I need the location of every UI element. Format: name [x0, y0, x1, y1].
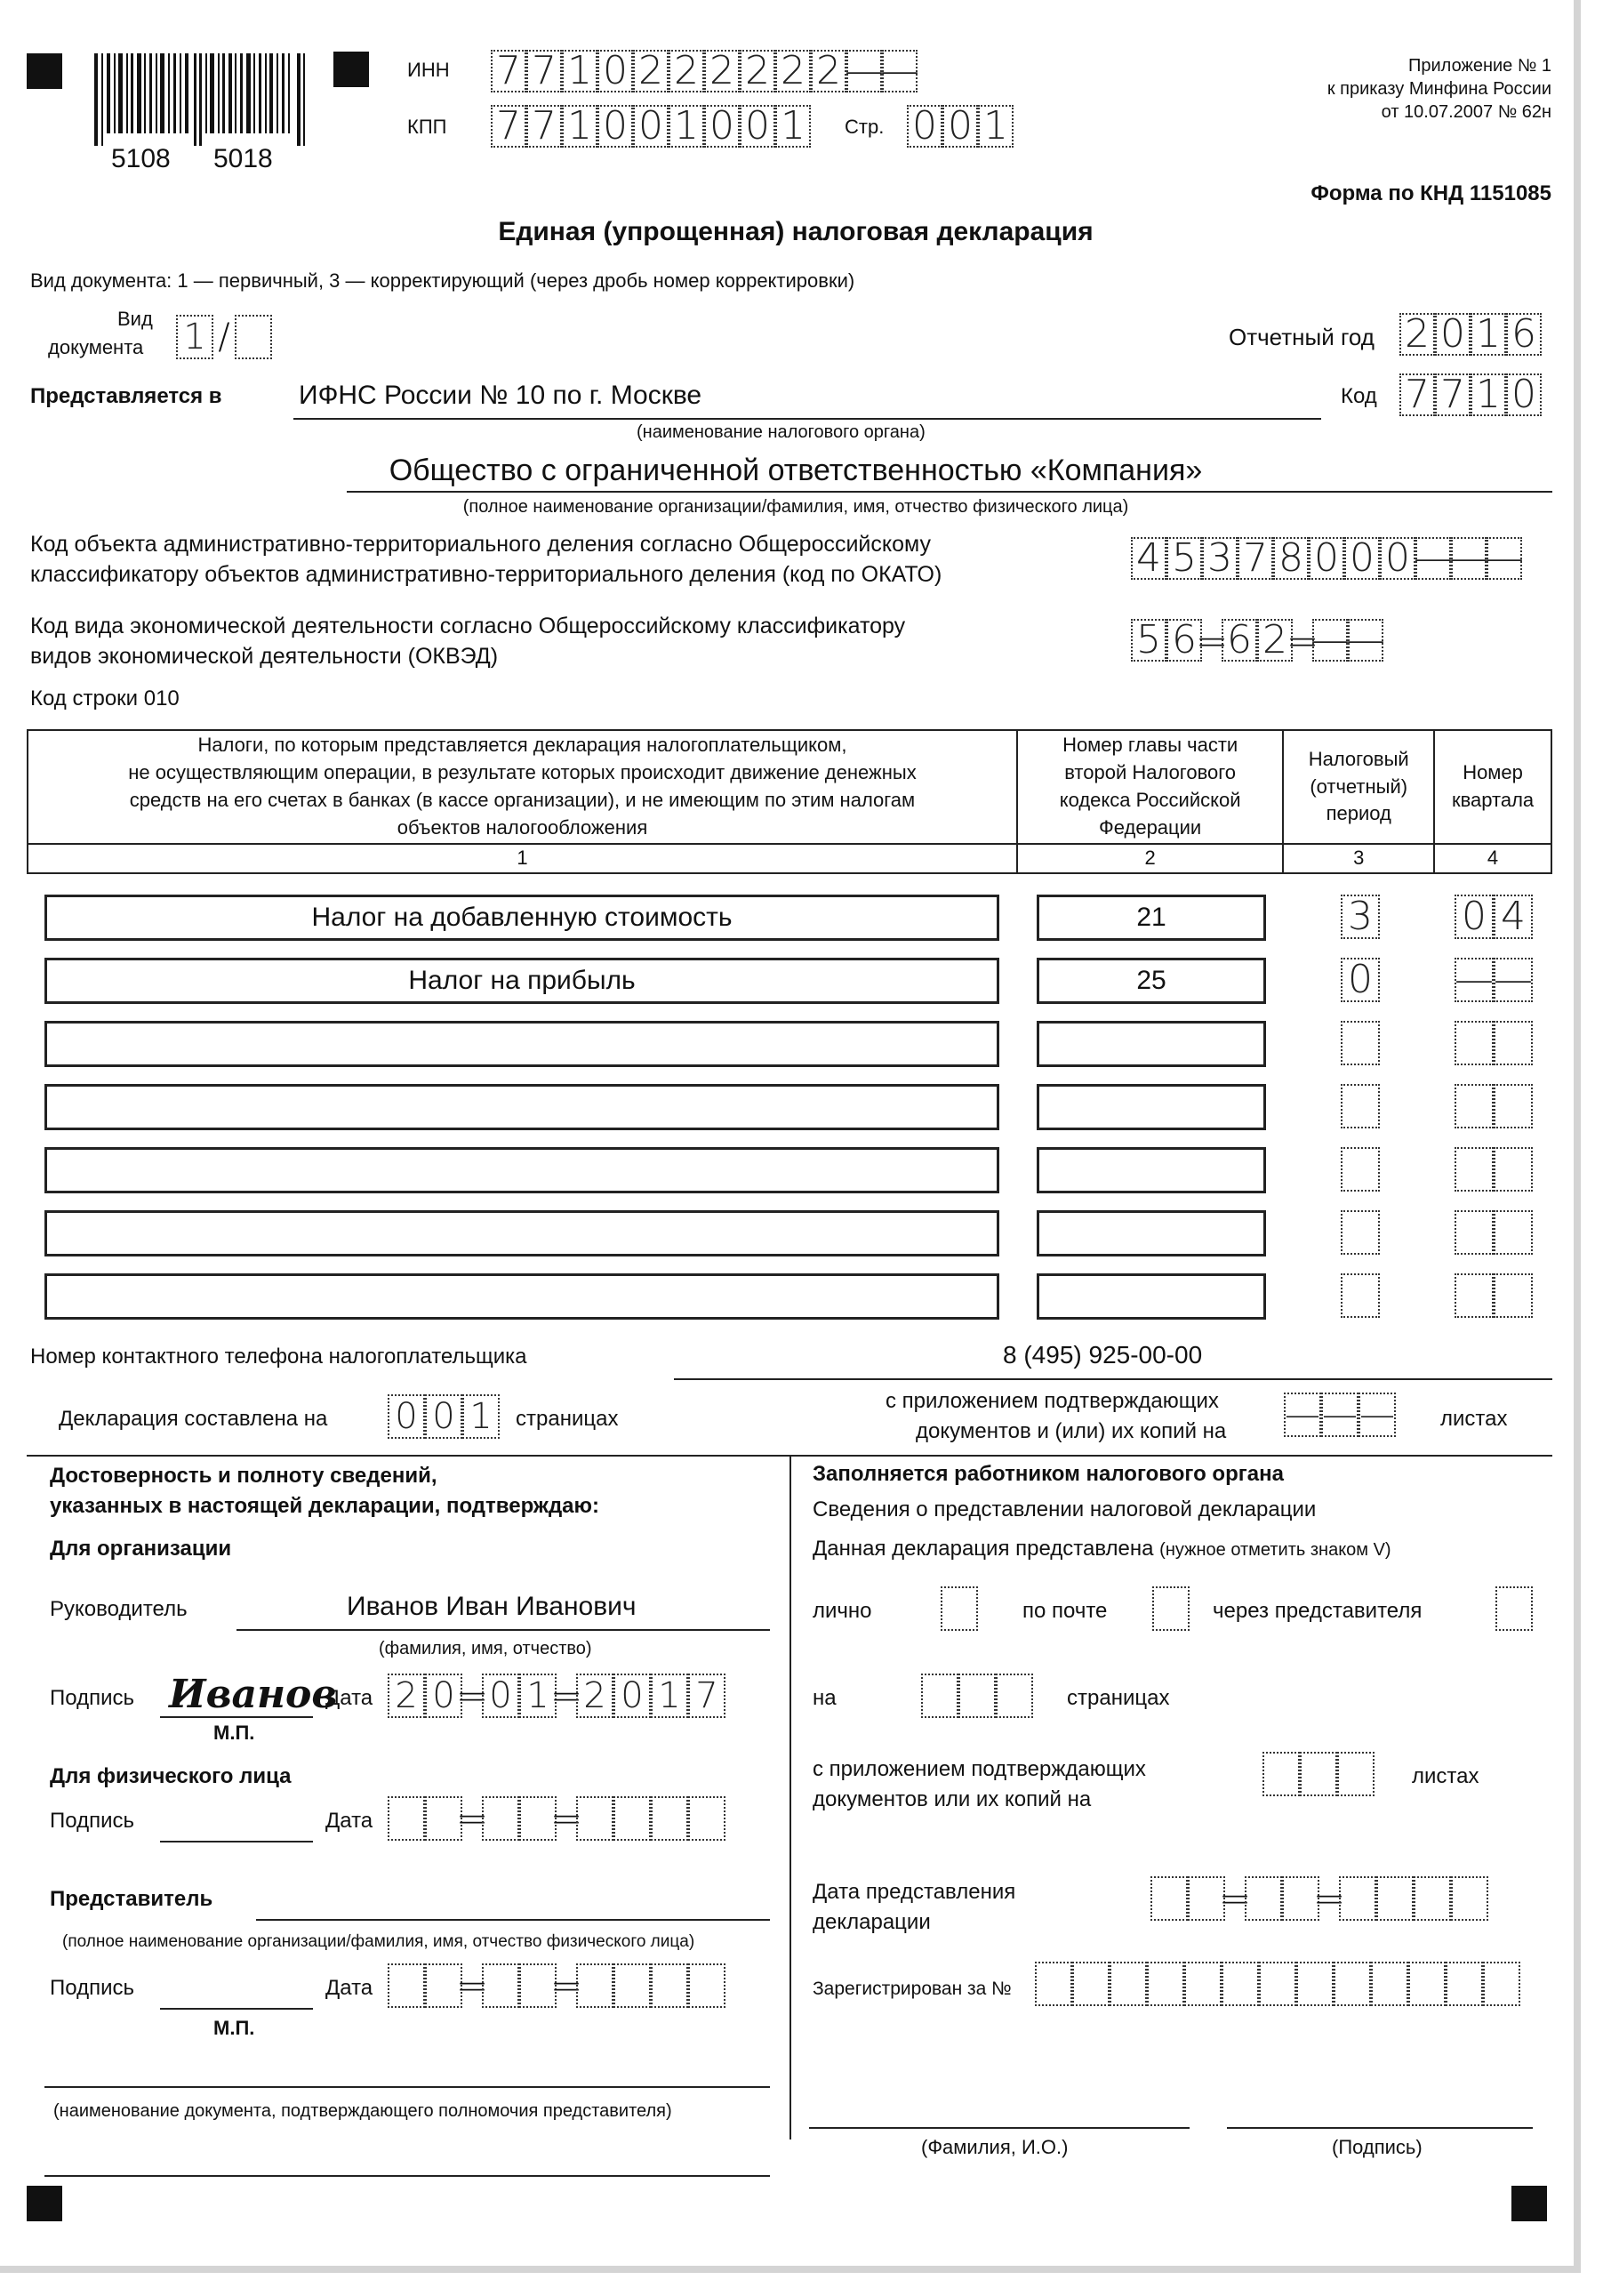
individual-signature-label: Подпись [50, 1809, 134, 1833]
inn-cell: 2 [704, 50, 740, 92]
tax-quarter-cell[interactable] [1455, 1084, 1494, 1128]
office-pages-cell[interactable] [996, 1674, 1033, 1718]
date-month-cell: 0 [482, 1674, 519, 1718]
authority-document-underline-2 [44, 2175, 770, 2177]
head-name: Иванов Иван Иванович [347, 1592, 637, 1621]
doc-type-label-2: документа [48, 336, 144, 358]
authority-code-cell: 7 [1399, 373, 1435, 416]
tax-quarter-cell[interactable]: — [1455, 957, 1494, 1002]
reg-number-cell[interactable] [1259, 1962, 1296, 2006]
inn-cell: 2 [740, 50, 775, 92]
individual-date-cells [388, 1796, 725, 1842]
tax-quarter-cell[interactable] [1494, 1021, 1533, 1065]
office-sheets-cell[interactable] [1337, 1752, 1375, 1796]
dash-separator: = [455, 1796, 489, 1842]
column-header-period: Налоговый (отчетный) период [1283, 730, 1434, 844]
office-date-cells [1150, 1876, 1488, 1922]
attachments-label-2: документов и (или) их копий на [916, 1419, 1227, 1443]
representative-date-cells [388, 1963, 725, 2009]
office-sheets-cell[interactable] [1262, 1752, 1300, 1796]
page-number-cell: 1 [978, 105, 1014, 148]
option-mail-label: по почте [1022, 1599, 1108, 1623]
tax-authority-caption: (наименование налогового органа) [637, 422, 926, 442]
report-year-cells [1399, 313, 1542, 356]
appendix-line-3: от 10.07.2007 № 62н [1381, 102, 1551, 122]
column-number: 1 [28, 844, 1017, 873]
office-pages-cell[interactable] [921, 1674, 958, 1718]
reg-number-cell[interactable] [1446, 1962, 1483, 2006]
slash-separator: / [218, 317, 230, 357]
okato-cell: 0 [1309, 537, 1344, 580]
reg-number-cell[interactable] [1222, 1962, 1259, 2006]
okato-cell: 0 [1380, 537, 1415, 580]
tax-quarter-cell[interactable] [1455, 1147, 1494, 1192]
date-cell[interactable] [576, 1963, 613, 2008]
head-label: Руководитель [50, 1597, 188, 1621]
form-code: Форма по КНД 1151085 [1310, 181, 1551, 205]
office-date-label-2: декларации [813, 1910, 931, 1934]
authority-code-cell: 7 [1435, 373, 1471, 416]
barcode-number-right: 5018 [213, 144, 273, 173]
stamp-label: М.П. [213, 1722, 255, 1744]
doc-type-cell: 1 [176, 315, 213, 359]
office-sign-underline [1227, 2127, 1533, 2129]
tax-period-cell[interactable]: 3 [1341, 895, 1380, 939]
tax-quarter-cell[interactable] [1494, 1273, 1533, 1318]
okved-cell: — [1346, 617, 1385, 662]
kpp-cell: 1 [562, 105, 597, 148]
year-cell: 6 [1506, 313, 1542, 356]
kpp-cell: 0 [704, 105, 740, 148]
column-header-quarter: Номер квартала [1434, 730, 1551, 844]
representative-date-label: Дата [325, 1976, 373, 2000]
kpp-cell: 0 [633, 105, 669, 148]
kpp-cell: 1 [775, 105, 811, 148]
office-fio-underline [809, 2127, 1190, 2129]
tax-authority-code-label: Код [1341, 384, 1377, 408]
signature-label: Подпись [50, 1686, 134, 1710]
dash-separator: = [1218, 1876, 1252, 1922]
inn-cell: 2 [669, 50, 704, 92]
attachments-label-1: с приложением подтверждающих [886, 1389, 1219, 1413]
line-code-label: Код строки 010 [30, 686, 180, 710]
tax-period-cell[interactable] [1341, 1147, 1380, 1192]
tax-quarter-cell[interactable] [1455, 1273, 1494, 1318]
tax-chapter-field[interactable] [1037, 1084, 1266, 1130]
correction-number-cell [235, 315, 272, 359]
dash-separator: = [455, 1674, 489, 1719]
reg-number-cell[interactable] [1334, 1962, 1371, 2006]
dash-separator: = [549, 1796, 583, 1842]
date-cell[interactable] [613, 1963, 651, 2008]
dash-separator: = [1286, 619, 1319, 664]
office-on-label: на [813, 1686, 837, 1710]
tax-authority-code-cells [1399, 373, 1542, 416]
pages-label: Декларация составлена на [59, 1407, 328, 1431]
attachments-cell: — [1322, 1394, 1358, 1435]
reg-number-cell[interactable] [1110, 1962, 1147, 2006]
okved-label-1: Код вида экономической деятельности согласно Общероссийскому классификатору [30, 614, 906, 638]
okved-cell: 2 [1257, 619, 1293, 662]
date-cell[interactable] [651, 1796, 688, 1841]
column-header-chapter: Номер главы части второй Налогового кодекса Российской Федерации [1017, 730, 1283, 844]
tax-period-cell[interactable] [1341, 1210, 1380, 1255]
date-cell[interactable] [613, 1796, 651, 1841]
organization-underline [347, 491, 1552, 493]
pages-cell: 0 [388, 1394, 425, 1439]
column-number: 4 [1434, 844, 1551, 873]
tax-chapter-field[interactable] [1037, 1021, 1266, 1067]
inn-label: ИНН [407, 59, 450, 81]
okved-cell: 6 [1166, 619, 1202, 662]
confirm-title-2: указанных в настоящей декларации, подтверждаю: [50, 1494, 600, 1518]
column-header-taxes: Налоги, по которым представляется декларация налогоплательщиком, не осуществляющим операции, в результате которых происходит движение денежных средств на его счетах в банках (в кассе организации), и не имеющим по этим налогам объектов налогообложения [28, 730, 1017, 844]
phone-label: Номер контактного телефона налогоплательщика [30, 1345, 527, 1369]
date-cell[interactable] [482, 1796, 519, 1841]
okved-cells [1131, 619, 1383, 664]
office-sign-caption: (Подпись) [1332, 2136, 1423, 2158]
reg-number-cell[interactable] [1371, 1962, 1408, 2006]
office-pages-cells [921, 1674, 1033, 1718]
appendix-line-2: к приказу Минфина России [1326, 79, 1551, 99]
kpp-cell: 1 [669, 105, 704, 148]
inn-cell: 2 [811, 50, 846, 92]
year-cell: 1 [1471, 313, 1506, 356]
date-cell[interactable] [576, 1796, 613, 1841]
kpp-cell: 0 [597, 105, 633, 148]
individual-signature-underline [160, 1841, 313, 1842]
option-representative-checkbox[interactable] [1495, 1586, 1533, 1631]
date-cell[interactable] [482, 1963, 519, 2008]
phone-value: 8 (495) 925-00-00 [1003, 1341, 1203, 1369]
inn-cell: 2 [633, 50, 669, 92]
tax-authority-underline [293, 418, 1321, 420]
pages-suffix: страницах [516, 1407, 619, 1431]
tax-name-field[interactable]: Налог на добавленную стоимость [44, 895, 999, 941]
office-pages-cell[interactable] [958, 1674, 996, 1718]
registered-number-cells [1035, 1962, 1520, 2006]
doc-type-label-1: Вид [117, 308, 153, 330]
attachments-suffix: листах [1440, 1407, 1508, 1431]
okved-label-2: видов экономической деятельности (ОКВЭД) [30, 644, 499, 669]
date-year-cell: 0 [613, 1674, 651, 1718]
dash-separator: = [549, 1963, 583, 2009]
tax-period-cell[interactable] [1341, 1273, 1380, 1318]
authority-document-caption: (наименование документа, подтверждающего полномочия представителя) [53, 2101, 672, 2121]
tax-quarter-cell[interactable] [1494, 1147, 1533, 1192]
reg-number-cell[interactable] [1147, 1962, 1184, 2006]
date-cell[interactable] [1451, 1876, 1488, 1921]
corner-marker-bottom-left [27, 2186, 62, 2221]
document-title: Единая (упрощенная) налоговая декларация [498, 217, 1094, 246]
option-representative-label: через представителя [1213, 1599, 1423, 1623]
presented-to-label: Представляется в [30, 384, 222, 408]
organization-name: Общество с ограниченной ответственностью «Компания» [389, 454, 1203, 487]
doc-type-note: Вид документа: 1 — первичный, 3 — корректирующий (через дробь номер корректировки) [30, 269, 855, 292]
head-name-caption: (фамилия, имя, отчество) [379, 1639, 592, 1658]
barcode-image [89, 53, 311, 149]
individual-date-label: Дата [325, 1809, 373, 1833]
tax-name-field[interactable] [44, 1210, 999, 1256]
kpp-cell: 7 [491, 105, 526, 148]
reg-number-cell[interactable] [1035, 1962, 1072, 2006]
okato-cell: — [1414, 535, 1453, 581]
date-cell[interactable] [388, 1796, 425, 1841]
option-personally-checkbox[interactable] [941, 1586, 978, 1631]
representative-signature-label: Подпись [50, 1976, 134, 2000]
date-cell[interactable] [1245, 1876, 1282, 1921]
tax-quarter-cell[interactable] [1494, 1210, 1533, 1255]
office-attach-label-2: документов или их копий на [813, 1787, 1092, 1811]
office-date-label-1: Дата представления [813, 1880, 1016, 1904]
kpp-cells [491, 105, 811, 148]
signature-underline [160, 1716, 313, 1718]
date-cell[interactable] [1414, 1876, 1451, 1921]
okato-cell: 7 [1238, 537, 1273, 580]
tax-quarter-cell[interactable] [1494, 1084, 1533, 1128]
date-year-cell: 1 [651, 1674, 688, 1718]
okato-cell: 3 [1202, 537, 1238, 580]
okved-cell: 5 [1131, 619, 1166, 662]
taxes-table-header [27, 729, 1552, 874]
okato-cell: — [1449, 535, 1488, 581]
corner-marker-bottom-right [1511, 2186, 1547, 2221]
reg-number-cell[interactable] [1184, 1962, 1222, 2006]
attachments-cell: — [1285, 1394, 1320, 1435]
authority-code-cell: 0 [1506, 373, 1542, 416]
reg-number-cell[interactable] [1296, 1962, 1334, 2006]
date-cell[interactable] [1150, 1876, 1188, 1921]
for-individual-label: Для физического лица [50, 1764, 292, 1788]
office-sheets-label: листах [1412, 1764, 1479, 1788]
dash-separator: = [455, 1963, 489, 2009]
tax-name-field[interactable]: Налог на прибыль [44, 958, 999, 1004]
tax-period-cell[interactable] [1341, 1084, 1380, 1128]
head-signature: Иванов [169, 1672, 338, 1717]
tax-name-field[interactable] [44, 1084, 999, 1130]
kpp-label: КПП [407, 116, 447, 138]
date-label: Дата [325, 1686, 373, 1710]
okato-cell: 8 [1273, 537, 1309, 580]
confirm-title-1: Достоверность и полноту сведений, [50, 1464, 437, 1488]
date-cell[interactable] [651, 1963, 688, 2008]
report-year-label: Отчетный год [1229, 324, 1375, 350]
registered-number-label: Зарегистрирован за № [813, 1979, 1012, 1999]
office-section-subtitle: Сведения о представлении налоговой декларации [813, 1497, 1317, 1521]
for-organization-label: Для организации [50, 1537, 232, 1561]
tax-period-cell[interactable] [1341, 1021, 1380, 1065]
attachments-cells [1284, 1393, 1396, 1437]
inn-cell: 0 [597, 50, 633, 92]
option-mail-checkbox[interactable] [1152, 1586, 1190, 1631]
dash-separator: = [549, 1674, 583, 1719]
okato-cell: 5 [1166, 537, 1202, 580]
pages-cell: 1 [462, 1394, 500, 1439]
year-cell: 0 [1435, 313, 1471, 356]
office-section-title: Заполняется работником налогового органа [813, 1462, 1284, 1486]
representative-signature-underline [160, 2008, 313, 2010]
page-number-cell: 0 [942, 105, 978, 148]
bottom-vertical-divider [789, 1455, 791, 2139]
date-month-cell: 1 [519, 1674, 557, 1718]
dash-separator: = [1195, 619, 1229, 664]
phone-underline [674, 1378, 1552, 1380]
authority-code-cell: 1 [1471, 373, 1506, 416]
corner-marker-top-left [27, 53, 62, 89]
date-cell[interactable] [688, 1796, 725, 1841]
column-number: 3 [1283, 844, 1434, 873]
reg-number-cell[interactable] [1483, 1962, 1520, 2006]
head-date-cells [388, 1674, 725, 1719]
inn-cells [491, 50, 918, 92]
tax-period-cell[interactable]: 0 [1341, 958, 1380, 1002]
tax-quarter-cell[interactable]: — [1494, 957, 1533, 1002]
tax-chapter-field[interactable] [1037, 1210, 1266, 1256]
inn-cell: 7 [526, 50, 562, 92]
tax-chapter-field[interactable] [1037, 1147, 1266, 1193]
representative-stamp-label: М.П. [213, 2017, 255, 2039]
tax-name-field[interactable] [44, 1273, 999, 1320]
date-cell[interactable] [1376, 1876, 1414, 1921]
inn-cell: 2 [775, 50, 811, 92]
date-day-cell: 2 [388, 1674, 425, 1718]
authority-document-underline [44, 2086, 770, 2088]
tax-chapter-field[interactable]: 21 [1037, 895, 1266, 941]
office-pages-label: страницах [1067, 1686, 1170, 1710]
tax-quarter-cell[interactable] [1455, 1210, 1494, 1255]
page-number-cells [907, 105, 1014, 148]
office-fio-caption: (Фамилия, И.О.) [921, 2136, 1069, 2158]
tax-chapter-field[interactable] [1037, 1273, 1266, 1320]
date-cell[interactable] [388, 1963, 425, 2008]
office-attach-label-1: с приложением подтверждающих [813, 1757, 1146, 1781]
doc-type-cells [176, 315, 272, 359]
head-name-underline [236, 1629, 770, 1631]
office-sheets-cells [1262, 1752, 1375, 1796]
organization-caption: (полное наименование организации/фамилия, имя, отчество физического лица) [462, 497, 1129, 517]
date-year-cell: 7 [688, 1674, 725, 1718]
inn-cell: — [880, 48, 919, 93]
tax-authority-name: ИФНС России № 10 по г. Москве [299, 381, 702, 410]
okato-cells [1131, 537, 1522, 580]
appendix-line-1: Приложение № 1 [1408, 56, 1551, 76]
year-cell: 2 [1399, 313, 1435, 356]
column-number: 2 [1017, 844, 1283, 873]
representative-label: Представитель [50, 1887, 213, 1911]
okved-cell: — [1310, 617, 1350, 662]
inn-cell: — [845, 48, 884, 93]
attachments-cell: — [1359, 1394, 1395, 1435]
option-personally-label: лично [813, 1599, 872, 1623]
representative-underline [256, 1919, 770, 1921]
okato-cell: — [1485, 535, 1524, 581]
okato-cell: 4 [1131, 537, 1166, 580]
pages-cells [388, 1394, 500, 1439]
inn-cell: 1 [562, 50, 597, 92]
tax-name-field[interactable] [44, 1021, 999, 1067]
okato-label-2: классификатору объектов административно-территориального деления (код по ОКАТО) [30, 562, 942, 587]
office-sheets-cell[interactable] [1300, 1752, 1337, 1796]
representative-caption: (полное наименование организации/фамилия, имя, отчество физического лица) [62, 1932, 695, 1951]
reg-number-cell[interactable] [1072, 1962, 1110, 2006]
kpp-cell: 0 [740, 105, 775, 148]
okato-label-1: Код объекта административно-территориального деления согласно Общероссийскому [30, 532, 931, 557]
date-year-cell: 2 [576, 1674, 613, 1718]
inn-cell: 7 [491, 50, 526, 92]
page-number-label: Стр. [845, 116, 885, 138]
okved-cell: 6 [1222, 619, 1257, 662]
tax-quarter-cell[interactable]: 0 [1455, 895, 1494, 939]
tax-quarter-cell[interactable]: 4 [1494, 895, 1533, 939]
page-number-cell: 0 [907, 105, 942, 148]
dash-separator: = [1312, 1876, 1346, 1922]
tax-quarter-cell[interactable] [1455, 1021, 1494, 1065]
kpp-cell: 7 [526, 105, 562, 148]
corner-marker-top-right [333, 52, 369, 87]
date-day-cell: 0 [425, 1674, 462, 1718]
tax-chapter-field[interactable]: 25 [1037, 958, 1266, 1004]
pages-cell: 0 [425, 1394, 462, 1439]
okato-cell: 0 [1344, 537, 1380, 580]
date-cell[interactable] [1339, 1876, 1376, 1921]
tax-name-field[interactable] [44, 1147, 999, 1193]
office-presented-label: Данная декларация представлена (нужное отметить знаком V) [813, 1537, 1391, 1561]
reg-number-cell[interactable] [1408, 1962, 1446, 2006]
barcode-number-left: 5108 [111, 144, 171, 173]
date-cell[interactable] [688, 1963, 725, 2008]
